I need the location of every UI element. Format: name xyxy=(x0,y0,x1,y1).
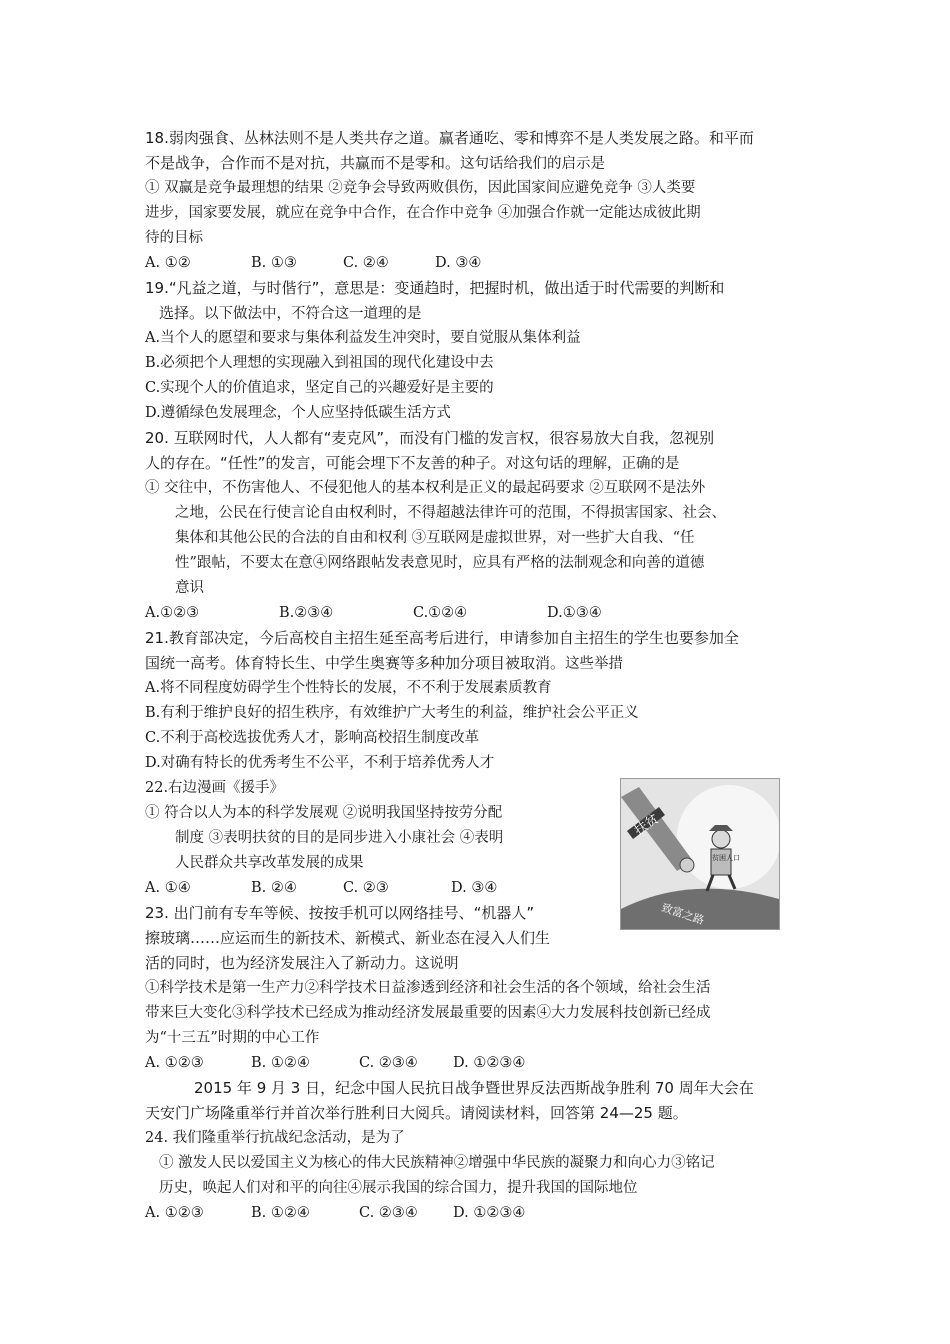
material-line-2: 天安门广场隆重举行并首次举行胜利日大阅兵。请阅读材料，回答第 24—25 题。 xyxy=(145,1104,688,1122)
cartoon-hand xyxy=(680,858,694,872)
q23-stem-line-3: 活的同时，也为经济发展注入了新动力。这说明 xyxy=(145,954,459,972)
q22-choice-c: C. ②③ xyxy=(343,880,389,896)
exam-page xyxy=(145,126,813,1226)
q19-option-c: C.实现个人的价值追求，坚定自己的兴趣爱好是主要的 xyxy=(145,380,494,396)
cartoon-svg xyxy=(621,779,779,929)
q18-stem-line-2: 不是战争，合作而不是对抗，共赢而不是零和。这句话给我们的启示是 xyxy=(145,154,606,172)
q23-stem-line-1: 23. 出门前有专车等候、按按手机可以网络挂号、“机器人” xyxy=(145,904,535,922)
q18-body-line: 待的目标 xyxy=(145,230,203,246)
q20-body-line: 之地，公民在行使言论自由权利时，不得超越法律许可的范围，不得损害国家、社会、 xyxy=(175,505,726,521)
q21-option-a: A.将不同程度妨碍学生个性特长的发展，不不利于发展素质教育 xyxy=(145,680,552,696)
q20-choice-d: D.①③④ xyxy=(547,605,602,621)
q20-body-line: 意识 xyxy=(175,580,204,596)
q18-choice-d: D. ③④ xyxy=(435,255,482,271)
q22-stem: 22.右边漫画《援手》 xyxy=(145,780,285,796)
q19-option-d: D.遵循绿色发展理念，个人应坚持低碳生活方式 xyxy=(145,405,451,421)
q21-option-b: B.有利于维护良好的招生秩序，有效维护广大考生的利益，维护社会公平正义 xyxy=(145,705,639,721)
q19-option-b: B.必须把个人理想的实现融入到祖国的现代化建设中去 xyxy=(145,355,494,371)
q20-body-line: 性”跟帖，不要太在意④网络跟帖发表意见时，应具有严格的法制观念和向善的道德 xyxy=(175,555,705,571)
q20-body-line: ① 交往中，不伤害他人、不侵犯他人的基本权利是正义的最起码要求 ②互联网不是法外 xyxy=(145,480,706,496)
q22-body-line: ① 符合以人为本的科学发展观 ②说明我国坚持按劳分配 xyxy=(145,805,503,821)
q20-body-line: 集体和其他公民的合法的自由和权利 ③互联网是虚拟世界，对一些扩大自我、“任 xyxy=(175,530,695,546)
cartoon-label-poverty: 扶贫 xyxy=(631,811,662,839)
q24-body-line: ① 激发人民以爱国主义为核心的伟大民族精神②增强中华民族的凝聚力和向心力③铭记 xyxy=(159,1155,715,1171)
q20-stem-line-1: 20. 互联网时代，人人都有“麦克风”，而没有门槛的发言权，很容易放大自我，忽视别 xyxy=(145,429,715,447)
q24-choice-c: C. ②③④ xyxy=(359,1205,418,1221)
q24-choice-b: B. ①②④ xyxy=(251,1205,310,1221)
q23-body-line: 为“十三五”时期的中心工作 xyxy=(145,1030,320,1046)
q20-choice-b: B.②③④ xyxy=(279,605,334,621)
q19-option-a: A.当个人的愿望和要求与集体利益发生冲突时，要自觉服从集体利益 xyxy=(145,330,581,346)
q19-stem-line-1: 19.“凡益之道，与时偕行”，意思是：变通趋时，把握时机，做出适于时代需要的判断和 xyxy=(145,279,725,297)
cartoon-label-road: 致富之路 xyxy=(659,901,706,928)
q21-option-d: D.对确有特长的优秀考生不公平，不利于培养优秀人才 xyxy=(145,755,495,771)
q22-body-line: 制度 ③表明扶贫的目的是同步进入小康社会 ④表明 xyxy=(175,830,504,846)
q23-body-line: ①科学技术是第一生产力②科学技术日益渗透到经济和社会生活的各个领域，给社会生活 xyxy=(145,980,711,996)
q22-choice-b: B. ②④ xyxy=(251,880,297,896)
q18-choice-a: A. ①② xyxy=(145,255,191,271)
q21-stem-line-2: 国统一高考。体育特长生、中学生奥赛等多种加分项目被取消。这些举措 xyxy=(145,654,624,672)
q22-body-line: 人民群众共享改革发展的成果 xyxy=(175,855,364,871)
q23-choice-a: A. ①②③ xyxy=(145,1055,204,1071)
q18-stem-line-1: 18.弱肉强食、丛林法则不是人类共存之道。赢者通吃、零和博弈不是人类发展之路。和平而 xyxy=(145,129,754,147)
q18-body-line: 进步，国家要发展，就应在竞争中合作，在合作中竞争 ④加强合作就一定能达成彼此期 xyxy=(145,205,701,221)
q21-stem-line-1: 21.教育部决定，今后高校自主招生延至高考后进行，申请参加自主招生的学生也要参加全 xyxy=(145,629,739,647)
q24-choice-a: A. ①②③ xyxy=(145,1205,204,1221)
q19-stem-line-2: 选择。以下做法中，不符合这一道理的是 xyxy=(159,304,422,322)
q22-choice-a: A. ①④ xyxy=(145,880,191,896)
cartoon-label-person: 贫困人口 xyxy=(712,854,740,862)
q20-choices xyxy=(145,601,813,626)
q20-choice-a: A.①②③ xyxy=(145,605,200,621)
q23-body-line: 带来巨大变化③科学技术已经成为推动经济发展最重要的因素④大力发展科技创新已经成 xyxy=(145,1005,711,1021)
q18-choices xyxy=(145,251,813,276)
q18-body-line: ① 双赢是竞争最理想的结果 ②竞争会导致两败俱伤，因此国家间应避免竞争 ③人类要 xyxy=(145,180,696,196)
cartoon-person-head xyxy=(712,830,730,848)
q20-stem-line-2: 人的存在。“任性”的发言，可能会埋下不友善的种子。对这句话的理解，正确的是 xyxy=(145,454,680,472)
q24-choices xyxy=(145,1201,813,1226)
cartoon-helping-hand xyxy=(620,778,780,930)
q23-choice-b: B. ①②④ xyxy=(251,1055,310,1071)
q23-stem-line-2: 擦玻璃……应运而生的新技术、新模式、新业态在浸入人们生 xyxy=(145,929,551,947)
q22-choice-d: D. ③④ xyxy=(451,880,498,896)
q23-choices xyxy=(145,1051,813,1076)
q23-choice-c: C. ②③④ xyxy=(359,1055,418,1071)
q18-choice-c: C. ②④ xyxy=(343,255,389,271)
q23-choice-d: D. ①②③④ xyxy=(453,1055,526,1071)
q24-stem: 24. 我们隆重举行抗战纪念活动，是为了 xyxy=(145,1130,405,1146)
q21-option-c: C.不利于高校选拔优秀人才，影响高校招生制度改革 xyxy=(145,730,480,746)
q20-choice-c: C.①②④ xyxy=(413,605,468,621)
q24-choice-d: D. ①②③④ xyxy=(453,1205,526,1221)
cartoon-person-body xyxy=(711,849,731,875)
q24-body-line: 历史，唤起人们对和平的向往④展示我国的综合国力，提升我国的国际地位 xyxy=(159,1180,638,1196)
material-line-1: 2015 年 9 月 3 日，纪念中国人民抗日战争暨世界反法西斯战争胜利 70 周年大会在 xyxy=(194,1079,754,1097)
q18-choice-b: B. ①③ xyxy=(251,255,297,271)
